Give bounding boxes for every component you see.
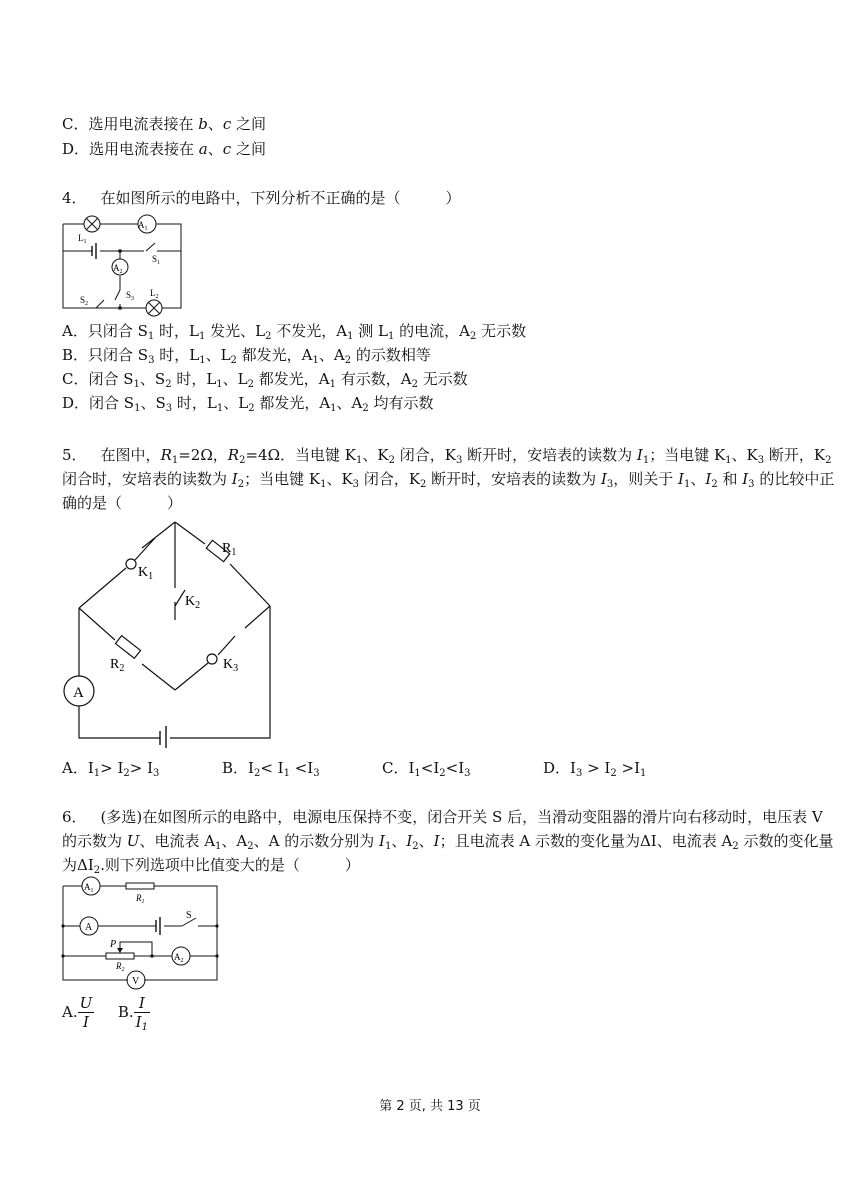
q5-circuit-diagram [60, 518, 280, 748]
q4-stem: 4． 在如图所示的电路中，下列分析不正确的是（ ） [62, 189, 461, 207]
label-s1: $S_1$ [152, 254, 161, 266]
label-v: V [132, 976, 140, 987]
label-s: S [186, 910, 192, 921]
label-a: A [73, 685, 84, 701]
q4-option-b: B．只闭合 $S_3$ 时，$L_1$、$L_2$ 都发光，$A_1$、$A_2$ 的示数相等 [62, 346, 431, 366]
q5-option-b: B．$I_2< I_1 <I_3$ [222, 759, 320, 779]
label-r2: $R_2$ [110, 657, 125, 674]
q5-option-c: C．$I_1<I_2<I_3$ [382, 759, 471, 779]
label-a: A [85, 922, 93, 933]
q6-options [62, 994, 150, 1031]
q3-option-c: C．选用电流表接在 b、c 之间 [62, 115, 267, 133]
q6-option-a: A. $\frac{U}{I}$ [62, 994, 93, 1031]
label-s3: $S_3$ [126, 290, 135, 302]
label-l2: $L_2$ [150, 288, 159, 300]
q4-option-c: C．闭合 $S_1$、$S_2$ 时，$L_1$、$L_2$ 都发光，$A_1$ 有示数，$A_2$ 无示数 [62, 370, 468, 390]
label-p: P [110, 939, 117, 950]
q4-option-d: D．闭合 $S_1$、$S_3$ 时，$L_1$、$L_2$ 都发光，$A_1$、$A_2$ 均有示数 [62, 394, 434, 414]
q3-option-d: D．选用电流表接在 a、c 之间 [62, 140, 266, 158]
label-r1: $R_1$ [136, 893, 145, 905]
label-r2: $R_2$ [116, 961, 125, 973]
q4-circuit-diagram [60, 208, 190, 320]
label-l1: $L_1$ [78, 233, 87, 245]
q4-option-a: A．只闭合 $S_1$ 时，$L_1$ 发光、$L_2$ 不发光，$A_1$ 测 $L_1$ 的电流，$A_2$ 无示数 [62, 322, 527, 342]
label-a2: $A_2$ [113, 263, 123, 275]
q6-stem: 6． (多选)在如图所示的电路中，电源电压保持不变，闭合开关 S 后，当滑动变阻器的滑片向右移动时，电压表 V 的示数为 U、电流表 $A_1$、$A_2$、A 的示数分别为 $I_1$、$I_2$、I；且电流表 A 示数的变化量为ΔI、电流表 $A_2$ 示数的变化量为$\Delta I_2$.则下列选项中比值变大的是（ ） [62, 808, 834, 876]
label-k1: $K_1$ [138, 565, 154, 582]
q5-stem: 5． 在图中，$R_1=2\Omega$，$R_2=4\Omega$．当电键 $K_1$、$K_2$ 闭合，$K_3$ 断开时，安培表的读数为 $I_1$；当电键 $K_1$、$K_3$ 断开，$K_2$ 闭合时，安培表的读数为 $I_2$；当电键 $K_1$、$K_3$ 闭合，$K_2$ 断开时，安培表的读数为 $I_3$，则关于 $I_1$、$I_2$ 和 $I_3$ 的比较中正确的是（ ） [62, 446, 835, 512]
q5-option-a: A．$I_1> I_2> I_3$ [62, 759, 160, 779]
label-a1: $A_1$ [84, 882, 94, 894]
q6-option-b: B. $\frac{I}{I_1}$ [117, 994, 148, 1033]
label-s2: $S_2$ [80, 295, 89, 307]
label-r1: $R_1$ [222, 541, 237, 558]
q6-circuit-diagram [60, 876, 220, 996]
q5-option-d: D．$I_3 > I_2 >I_1$ [543, 759, 647, 779]
page-footer: 第 2 页, 共 13 页 [379, 1099, 481, 1114]
label-a2: $A_2$ [174, 952, 184, 964]
label-k2: $K_2$ [185, 594, 201, 611]
label-a1: $A_1$ [138, 220, 148, 232]
label-k3: $K_3$ [223, 657, 239, 674]
